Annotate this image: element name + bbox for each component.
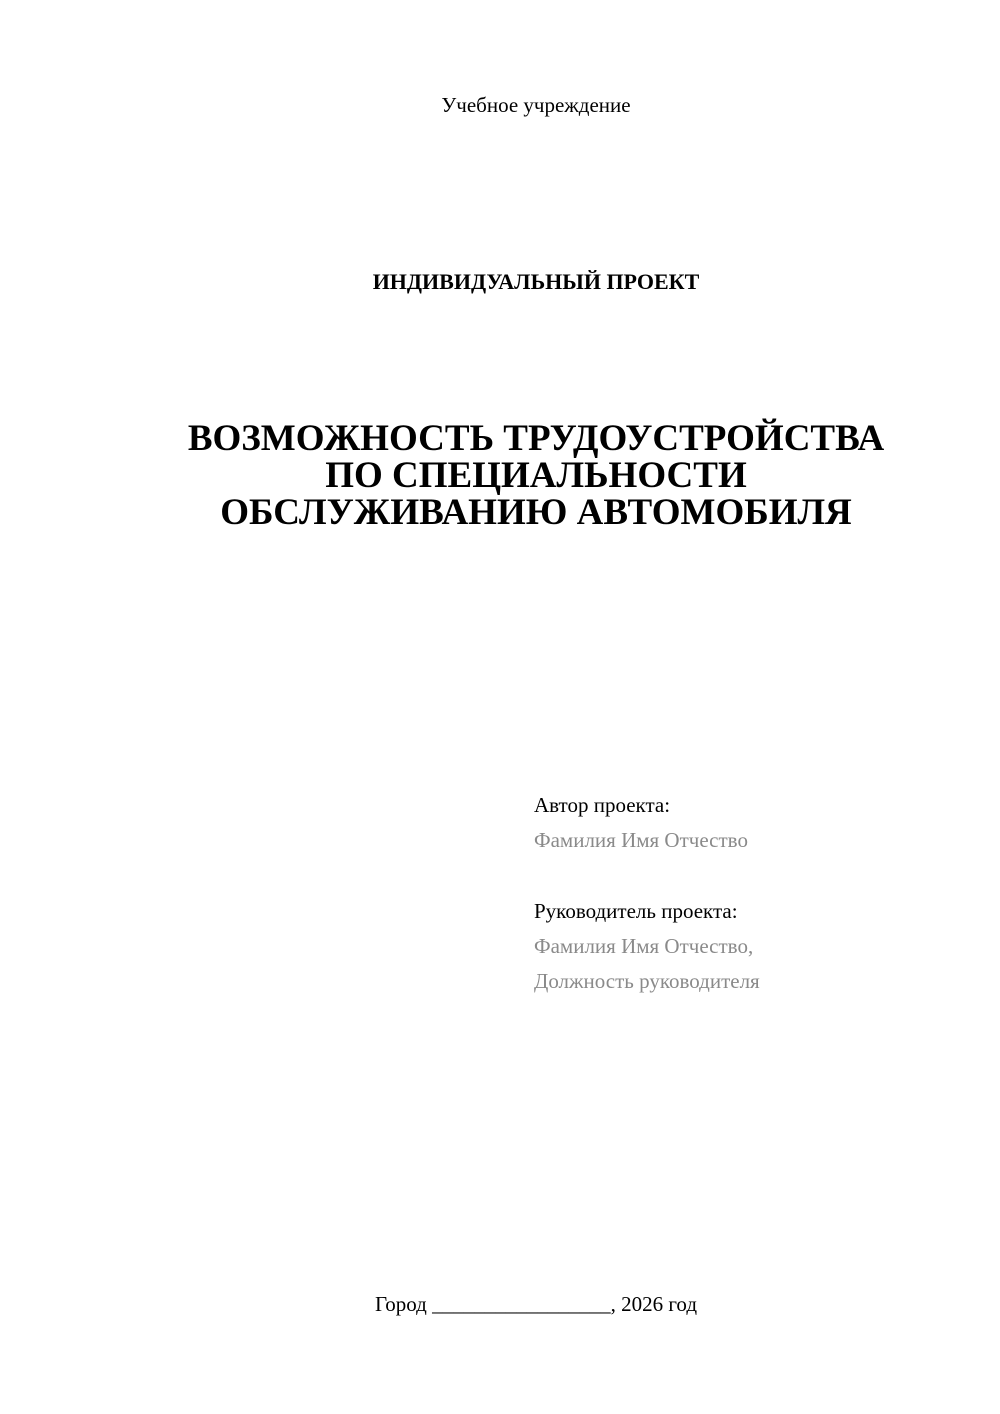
institution-name: Учебное учреждение	[441, 93, 631, 117]
author-block	[534, 788, 974, 858]
city-label: Город	[374, 1292, 427, 1316]
supervisor-name-placeholder: Фамилия Имя Отчество,	[534, 934, 754, 958]
author-name-placeholder: Фамилия Имя Отчество	[534, 828, 748, 852]
project-title-line-1: ВОЗМОЖНОСТЬ ТРУДОУСТРОЙСТВА	[187, 418, 885, 459]
supervisor-position-placeholder: Должность руководителя	[534, 969, 760, 993]
supervisor-block	[534, 894, 974, 999]
supervisor-label: Руководитель проекта:	[534, 899, 738, 923]
city-year-line	[0, 1290, 1000, 1318]
year-text: , 2026 год	[610, 1292, 698, 1316]
author-label: Автор проекта:	[534, 793, 671, 817]
project-title-line-3: ОБСЛУЖИВАНИЮ АВТОМОБИЛЯ	[220, 492, 852, 533]
project-title-line-2: ПО СПЕЦИАЛЬНОСТИ	[325, 455, 747, 496]
city-blank: _________________	[432, 1292, 611, 1316]
project-title	[0, 420, 1000, 531]
project-type-heading: ИНДИВИДУАЛЬНЫЙ ПРОЕКТ	[372, 269, 700, 294]
